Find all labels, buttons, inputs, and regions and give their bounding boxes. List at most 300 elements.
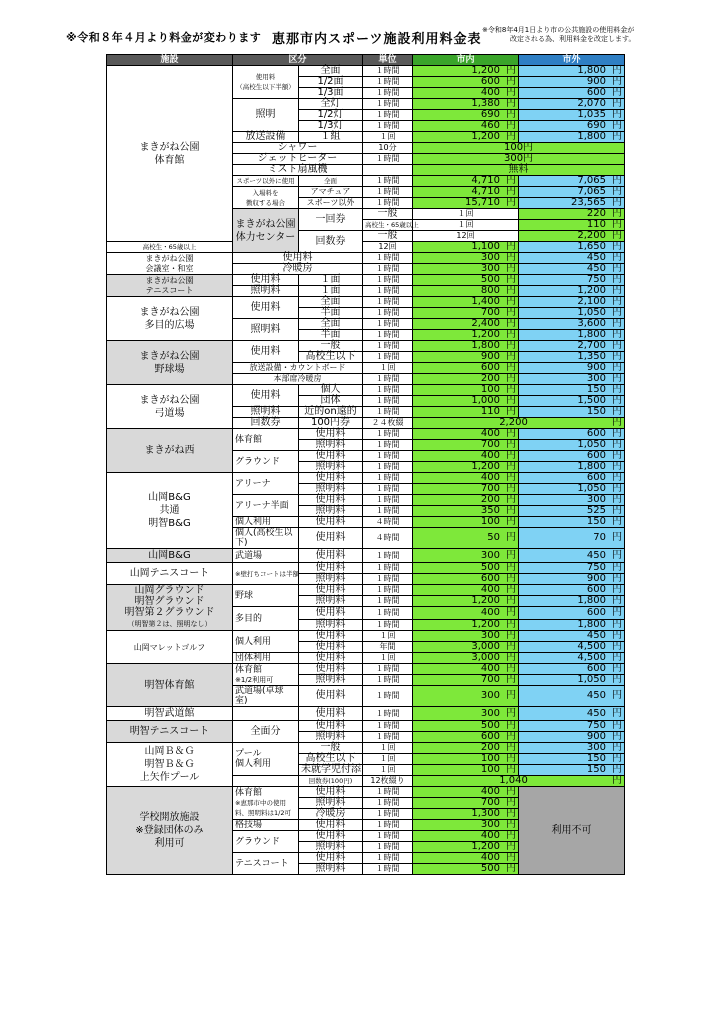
fee-amount: 1,040 xyxy=(499,775,528,786)
facility-name: 明智体育館 xyxy=(107,664,233,707)
fee-amount: 200 xyxy=(480,742,501,753)
category-label: ※壁打ちコートは半額 xyxy=(233,563,299,585)
unit-cell: １時間 xyxy=(363,352,413,363)
out-city-fee xyxy=(519,765,625,776)
table-cell: 団体 xyxy=(299,396,363,407)
page-title: 恵那市内スポーツ施設利用料金表 xyxy=(272,32,482,47)
category-note: ※1/2利用可 xyxy=(235,675,274,684)
fee-table-body xyxy=(107,55,625,875)
fee-amount: 1,350 xyxy=(577,351,607,362)
in-city-fee xyxy=(413,653,519,664)
table-cell: 全面 xyxy=(299,319,363,330)
in-city-fee xyxy=(413,451,519,462)
in-city-fee xyxy=(413,765,519,776)
in-city-fee xyxy=(413,831,519,842)
in-city-fee xyxy=(413,429,519,440)
out-city-fee xyxy=(519,429,625,440)
yen-unit: 円 xyxy=(506,98,517,109)
yen-unit: 円 xyxy=(612,674,623,685)
in-city-fee xyxy=(413,352,519,363)
in-city-fee xyxy=(413,631,519,642)
unit-cell: ４時間 xyxy=(363,528,413,549)
fee-amount: 110 xyxy=(480,406,501,417)
table-cell: 一般 xyxy=(363,209,413,220)
out-city-fee xyxy=(519,721,625,732)
fee-amount: 300 xyxy=(480,819,501,830)
yen-unit: 円 xyxy=(506,641,517,652)
header-out-city: 市外 xyxy=(519,55,625,66)
fee-amount: 150 xyxy=(586,753,607,764)
yen-unit: 円 xyxy=(506,532,517,543)
sub-category: 1/3面 xyxy=(299,88,363,99)
unit-cell: １時間 xyxy=(363,473,413,484)
unit-cell: １時間 xyxy=(363,842,413,853)
in-city-fee xyxy=(413,440,519,451)
yen-unit: 円 xyxy=(612,641,623,652)
yen-unit: 円 xyxy=(506,731,517,742)
yen-unit: 円 xyxy=(612,395,623,406)
out-city-fee xyxy=(519,517,625,528)
unit-cell: １時間 xyxy=(363,506,413,517)
unit-cell: １時間 xyxy=(363,607,413,620)
category-label: スポーツ以外に使用 xyxy=(233,176,299,187)
yen-unit: 円 xyxy=(506,274,517,285)
out-city-fee xyxy=(519,528,625,549)
in-city-fee xyxy=(413,396,519,407)
category-label: テニスコート xyxy=(233,853,299,875)
table-cell xyxy=(363,165,413,176)
unit-cell: １時間 xyxy=(363,88,413,99)
fee-amount: 300 xyxy=(480,549,501,561)
category-label: 使用料 xyxy=(233,253,363,264)
fee-amount: 200 xyxy=(480,373,501,384)
out-city-fee xyxy=(519,707,625,721)
fee-amount: 900 xyxy=(586,362,607,373)
yen-unit: 円 xyxy=(612,186,623,197)
fee-amount: 1,800 xyxy=(577,65,607,76)
unit-cell: １時間 xyxy=(363,620,413,631)
unit-cell: 10分 xyxy=(363,143,413,154)
fee-amount: 220 xyxy=(586,208,607,219)
unit-cell: １時間 xyxy=(363,686,413,707)
yen-unit: 円 xyxy=(612,516,623,527)
yen-unit: 円 xyxy=(506,186,517,197)
fee-type: 照明料 xyxy=(299,596,363,607)
fee-amount: 700 xyxy=(480,439,501,450)
unit-cell: １回 xyxy=(363,743,413,754)
header-category: 区分 xyxy=(233,55,363,66)
fee-amount: 500 xyxy=(480,562,501,573)
yen-unit: 円 xyxy=(506,131,517,142)
fee-amount: 4,500 xyxy=(577,641,607,652)
facility-name: 学校開放施設 ※登録団体のみ 利用可 xyxy=(107,787,233,875)
fee-amount: 400 xyxy=(480,472,501,483)
unit-cell: １時間 xyxy=(363,462,413,473)
table-cell: 高校生・65歳以上 xyxy=(363,220,413,231)
unit-cell: １時間 xyxy=(363,396,413,407)
fee-amount: 1,200 xyxy=(471,65,501,76)
category-label: 個人利用 xyxy=(233,517,299,528)
out-city-fee xyxy=(519,675,625,686)
yen-unit: 円 xyxy=(506,329,517,340)
yen-unit: 円 xyxy=(612,417,623,428)
yen-unit: 円 xyxy=(506,362,517,373)
fee-amount: 600 xyxy=(586,663,607,674)
out-city-fee xyxy=(519,187,625,198)
fee-amount: 1,800 xyxy=(577,329,607,340)
out-city-fee xyxy=(519,132,625,143)
unit-cell: ２４枚綴 xyxy=(363,418,413,429)
category-label: 使用料 xyxy=(233,297,299,319)
unit-cell: １時間 xyxy=(363,407,413,418)
fee-amount: 1,050 xyxy=(577,439,607,450)
out-city-fee xyxy=(519,396,625,407)
facility-name: まきがね公園 体育館 xyxy=(107,66,233,242)
table-cell: 半面 xyxy=(299,330,363,341)
fee-amount: 600 xyxy=(586,428,607,439)
table-cell: 一般 xyxy=(363,231,413,242)
unit-cell: １時間 xyxy=(363,275,413,286)
unit-cell: １時間 xyxy=(363,374,413,385)
yen-unit: 円 xyxy=(506,584,517,595)
fee-type: 使用料 xyxy=(299,787,363,798)
yen-unit: 円 xyxy=(506,808,517,819)
yen-unit: 円 xyxy=(506,109,517,120)
category-label: 格技場 xyxy=(233,820,299,831)
fee-amount: 400 xyxy=(480,607,501,618)
unit-cell: １時間 xyxy=(363,110,413,121)
category-label: アリーナ xyxy=(233,473,299,495)
facility-name: 山岡マレットゴルフ xyxy=(107,631,233,664)
unit-cell: １時間 xyxy=(363,154,413,165)
merged-fee: 100円 xyxy=(413,143,625,154)
table-cell: １面 xyxy=(299,286,363,297)
yen-unit: 円 xyxy=(506,175,517,186)
fee-type: 使用料 xyxy=(299,707,363,721)
fee-amount: 2,070 xyxy=(577,98,607,109)
category-label: 武道場(卓球室) xyxy=(233,686,299,707)
yen-unit: 円 xyxy=(506,797,517,808)
fee-amount: 100 xyxy=(480,764,501,775)
unit-cell: １時間 xyxy=(363,484,413,495)
yen-unit: 円 xyxy=(612,340,623,351)
unit-cell: １時間 xyxy=(363,585,413,596)
fee-amount: 3,000 xyxy=(471,641,501,652)
out-city-fee xyxy=(519,686,625,707)
fee-amount: 2,200 xyxy=(577,230,607,241)
fee-amount: 23,565 xyxy=(571,197,607,208)
unit-cell: ４時間 xyxy=(363,517,413,528)
fee-amount: 900 xyxy=(586,76,607,87)
unit-cell: １時間 xyxy=(363,707,413,721)
fee-amount: 1,200 xyxy=(577,285,607,296)
out-city-fee xyxy=(519,642,625,653)
in-city-fee xyxy=(413,574,519,585)
fee-amount: 1,650 xyxy=(577,241,607,252)
yen-unit: 円 xyxy=(612,720,623,731)
fee-type: 使用料 xyxy=(299,686,363,707)
table-row xyxy=(107,631,625,642)
facility-name: まきがね公園 会議室・和室 xyxy=(107,253,233,275)
fee-amount: 1,380 xyxy=(471,98,501,109)
out-city-fee xyxy=(519,549,625,563)
facility-name: まきがね公園 弓道場 xyxy=(107,385,233,429)
in-city-fee xyxy=(413,754,519,765)
fee-amount: 450 xyxy=(586,690,607,701)
in-city-fee xyxy=(413,675,519,686)
fee-amount: 1,200 xyxy=(471,329,501,340)
out-city-fee xyxy=(519,506,625,517)
in-city-fee xyxy=(519,220,625,231)
unit-cell: １時間 xyxy=(363,253,413,264)
out-city-fee xyxy=(519,374,625,385)
fee-amount: 450 xyxy=(586,549,607,561)
in-city-fee xyxy=(413,798,519,809)
category-label: ミスト扇風機 xyxy=(233,165,363,176)
in-city-fee xyxy=(413,132,519,143)
unit-cell: １時間 xyxy=(363,549,413,563)
sub-category: 全灯 xyxy=(299,99,363,110)
fee-amount: 150 xyxy=(586,406,607,417)
out-city-fee xyxy=(519,253,625,264)
fee-amount: 525 xyxy=(586,505,607,516)
fee-amount: 700 xyxy=(480,797,501,808)
unit-cell: １時間 xyxy=(363,308,413,319)
yen-unit: 円 xyxy=(506,450,517,461)
fee-type: 使用料 xyxy=(299,853,363,864)
fee-amount: 7,065 xyxy=(577,175,607,186)
category-label: 使用料 xyxy=(233,341,299,363)
in-city-fee xyxy=(413,187,519,198)
out-city-fee xyxy=(519,77,625,88)
fee-amount: 300 xyxy=(480,263,501,274)
yen-unit: 円 xyxy=(506,428,517,439)
fee-amount: 1,300 xyxy=(471,808,501,819)
yen-unit: 円 xyxy=(612,584,623,595)
yen-unit: 円 xyxy=(612,663,623,674)
fee-type: 使用料 xyxy=(299,517,363,528)
table-cell: 半面 xyxy=(299,308,363,319)
out-city-fee xyxy=(519,451,625,462)
yen-unit: 円 xyxy=(506,841,517,852)
in-city-fee xyxy=(413,528,519,549)
table-cell: 高校生・65歳以上 xyxy=(107,242,233,253)
out-city-fee xyxy=(519,308,625,319)
fee-amount: 400 xyxy=(480,87,501,98)
yen-unit: 円 xyxy=(612,764,623,775)
yen-unit: 円 xyxy=(612,263,623,274)
in-city-fee xyxy=(413,495,519,506)
yen-unit: 円 xyxy=(612,208,623,219)
table-cell: 近的on遠的 xyxy=(299,407,363,418)
out-city-fee xyxy=(519,495,625,506)
yen-unit: 円 xyxy=(506,351,517,362)
out-city-fee xyxy=(519,198,625,209)
fee-amount: 300 xyxy=(480,690,501,701)
unit-cell: １時間 xyxy=(363,831,413,842)
fee-amount: 400 xyxy=(480,786,501,797)
in-city-fee xyxy=(413,787,519,798)
yen-unit: 円 xyxy=(506,674,517,685)
yen-unit: 円 xyxy=(506,252,517,263)
yen-unit: 円 xyxy=(506,197,517,208)
yen-unit: 円 xyxy=(612,532,623,543)
yen-unit: 円 xyxy=(506,461,517,472)
table-row xyxy=(107,297,625,308)
table-row xyxy=(107,66,625,77)
fee-type: 照明料 xyxy=(299,506,363,517)
yen-unit: 円 xyxy=(612,219,623,230)
yen-unit: 円 xyxy=(506,830,517,841)
fee-amount: 400 xyxy=(480,450,501,461)
fee-amount: 700 xyxy=(480,674,501,685)
fee-amount: 450 xyxy=(586,252,607,263)
yen-unit: 円 xyxy=(506,549,517,561)
out-city-fee xyxy=(519,407,625,418)
merged-fee: 300円 xyxy=(413,154,625,165)
fee-amount: 3,600 xyxy=(577,318,607,329)
yen-unit: 円 xyxy=(506,663,517,674)
unit-cell: １時間 xyxy=(363,451,413,462)
yen-unit: 円 xyxy=(612,230,623,241)
fee-amount: 700 xyxy=(480,307,501,318)
fee-amount: 110 xyxy=(586,219,607,230)
unit-cell: １時間 xyxy=(363,721,413,732)
in-city-fee xyxy=(413,308,519,319)
category-label: シャワー xyxy=(233,143,363,154)
fee-type: 使用料 xyxy=(299,429,363,440)
header-facility: 施設 xyxy=(107,55,233,66)
category-label: 入場料を 徴収する場合 xyxy=(233,187,299,209)
fee-amount: 150 xyxy=(586,764,607,775)
table-cell: 全面 xyxy=(299,297,363,308)
yen-unit: 円 xyxy=(612,731,623,742)
yen-unit: 円 xyxy=(612,296,623,307)
fee-type: 照明料 xyxy=(299,484,363,495)
fee-type: 使用料 xyxy=(299,631,363,642)
fee-amount: 1,800 xyxy=(577,461,607,472)
facility-name: 山岡テニスコート xyxy=(107,563,233,585)
in-city-fee xyxy=(413,363,519,374)
in-city-fee xyxy=(413,121,519,132)
category-label: 団体利用 xyxy=(233,653,299,664)
yen-unit: 円 xyxy=(612,607,623,618)
yen-unit: 円 xyxy=(506,439,517,450)
yen-unit: 円 xyxy=(506,472,517,483)
unit-cell: １時間 xyxy=(363,187,413,198)
table-row xyxy=(107,341,625,352)
fee-amount: 400 xyxy=(480,830,501,841)
yen-unit: 円 xyxy=(506,318,517,329)
in-city-fee xyxy=(413,506,519,517)
unit-cell: １時間 xyxy=(363,198,413,209)
table-cell: 一般 xyxy=(299,341,363,352)
fee-amount: 300 xyxy=(480,630,501,641)
in-city-fee xyxy=(413,319,519,330)
fee-amount: 70 xyxy=(593,532,607,543)
fee-amount: 200 xyxy=(480,494,501,505)
fee-amount: 690 xyxy=(586,120,607,131)
fee-type: 使用料 xyxy=(299,549,363,563)
out-city-fee xyxy=(519,110,625,121)
out-city-fee xyxy=(519,743,625,754)
in-city-fee xyxy=(413,99,519,110)
unit-cell: １時間 xyxy=(363,820,413,831)
fee-amount: 300 xyxy=(480,707,501,719)
in-city-fee xyxy=(413,374,519,385)
unit-cell: １時間 xyxy=(363,675,413,686)
out-city-fee xyxy=(519,563,625,574)
yen-unit: 円 xyxy=(612,329,623,340)
in-city-fee xyxy=(413,563,519,574)
out-city-fee xyxy=(519,732,625,743)
yen-unit: 円 xyxy=(506,690,517,701)
fee-amount: 4,500 xyxy=(577,652,607,663)
header-in-city: 市内 xyxy=(413,55,519,66)
yen-unit: 円 xyxy=(612,274,623,285)
in-city-fee xyxy=(413,585,519,596)
fee-amount: 800 xyxy=(480,285,501,296)
yen-unit: 円 xyxy=(612,87,623,98)
in-city-fee xyxy=(413,297,519,308)
out-city-fee xyxy=(519,473,625,484)
fee-amount: 1,400 xyxy=(471,296,501,307)
fee-amount: 1,800 xyxy=(471,340,501,351)
fee-amount: 100 xyxy=(480,516,501,527)
fee-type: 照明料 xyxy=(299,440,363,451)
fee-amount: 1,035 xyxy=(577,109,607,120)
yen-unit: 円 xyxy=(506,76,517,87)
category-label: 冷暖房 xyxy=(233,264,363,275)
out-city-fee xyxy=(519,352,625,363)
table-cell: アマチュア xyxy=(299,187,363,198)
yen-unit: 円 xyxy=(506,65,517,76)
yen-unit: 円 xyxy=(506,819,517,830)
in-city-fee xyxy=(413,853,519,864)
fee-type: 照明料 xyxy=(299,675,363,686)
fee-type: 照明料 xyxy=(299,732,363,743)
unit-cell: １時間 xyxy=(363,341,413,352)
fee-amount: 15,710 xyxy=(465,197,501,208)
in-city-fee xyxy=(413,385,519,396)
yen-unit: 円 xyxy=(612,483,623,494)
out-city-fee xyxy=(519,440,625,451)
sub-category: 回数券(100円) xyxy=(299,776,363,787)
yen-unit: 円 xyxy=(506,87,517,98)
table-cell: 高校生以下 xyxy=(299,754,363,765)
fee-amount: 1,200 xyxy=(471,461,501,472)
unit-cell: １時間 xyxy=(363,853,413,864)
out-city-fee xyxy=(519,620,625,631)
yen-unit: 円 xyxy=(612,362,623,373)
fee-amount: 350 xyxy=(480,505,501,516)
fee-type: 使用料 xyxy=(299,653,363,664)
unit-cell: １時間 xyxy=(363,66,413,77)
yen-unit: 円 xyxy=(612,472,623,483)
table-cell: １面 xyxy=(299,275,363,286)
in-city-fee xyxy=(413,707,519,721)
unit-cell: 12枚綴り xyxy=(363,776,413,787)
fee-amount: 2,200 xyxy=(499,417,528,428)
unit-cell: １時間 xyxy=(363,176,413,187)
category-label: グラウンド xyxy=(233,831,299,853)
yen-unit: 円 xyxy=(612,65,623,76)
category-label: 野球 xyxy=(233,585,299,607)
out-city-fee xyxy=(519,653,625,664)
fee-type: 使用料 xyxy=(299,607,363,620)
category-label: 個人利用 xyxy=(233,631,299,653)
fee-amount: 400 xyxy=(480,428,501,439)
